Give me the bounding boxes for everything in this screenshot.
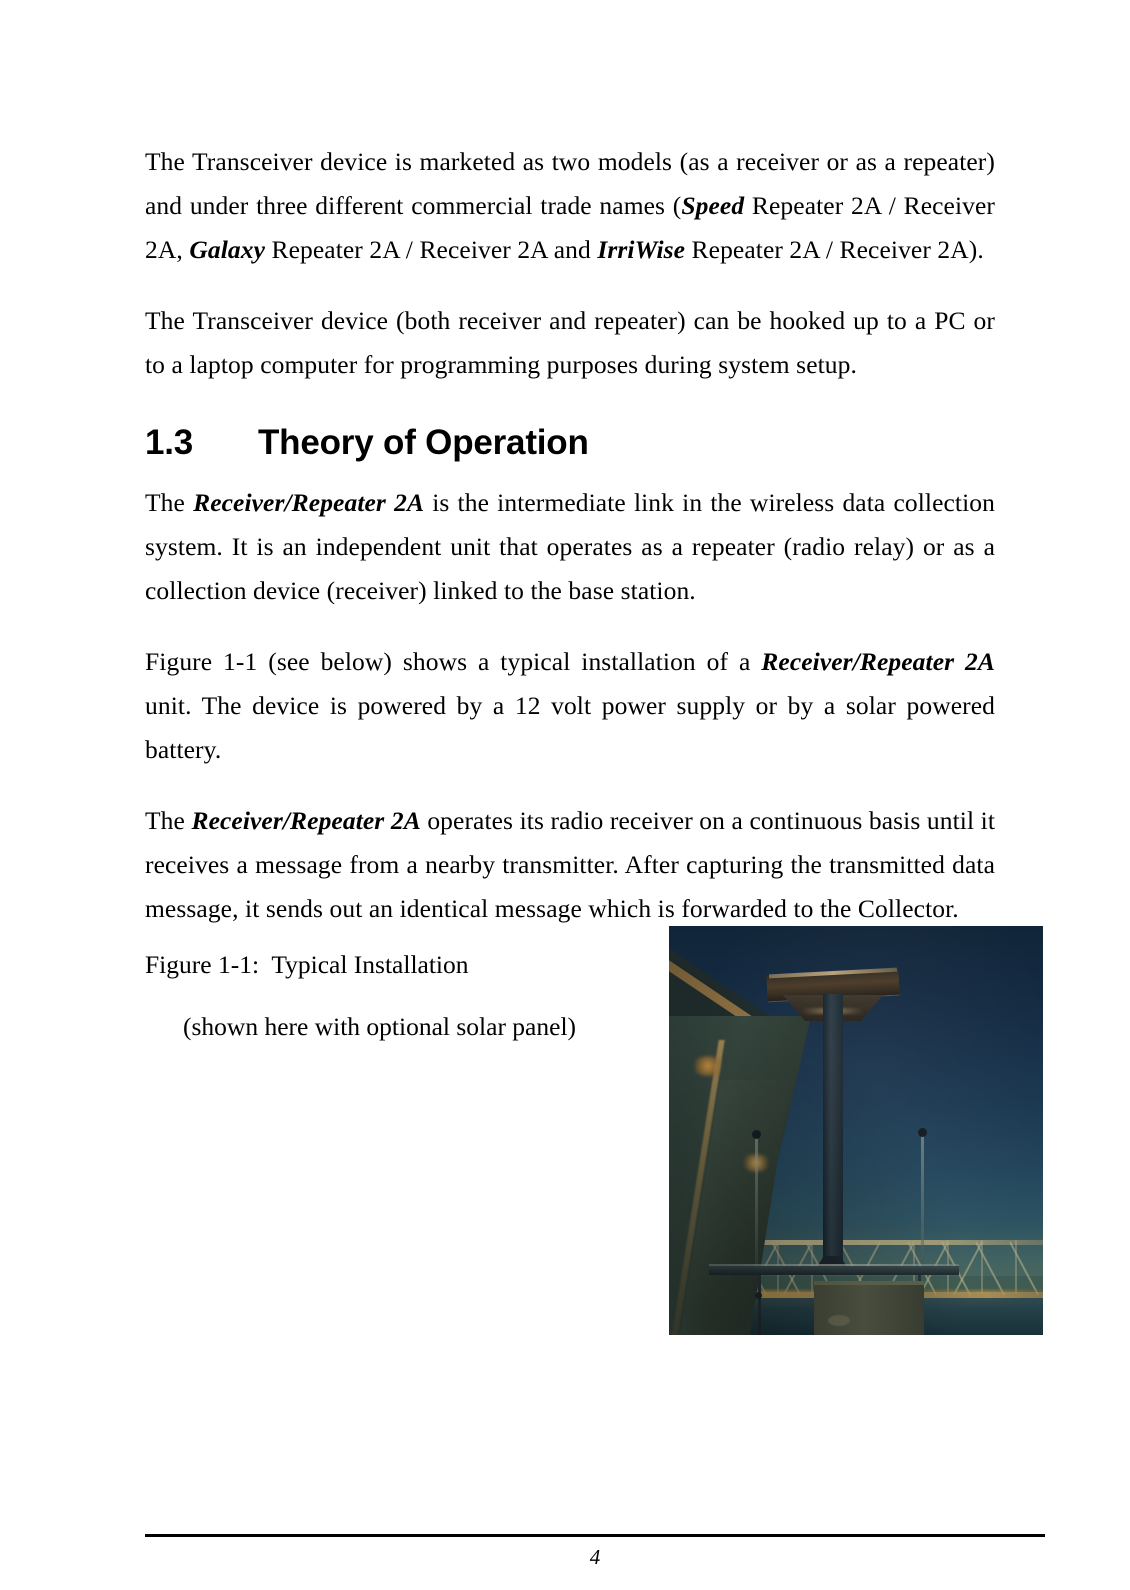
paragraph-3: [145, 481, 995, 613]
enclosure-latch: [828, 1315, 850, 1326]
paragraph-4: [145, 640, 995, 772]
text-run: is the intermediate link in the wireless data collection system. It is an independent unit that operates as a repeater (radio relay) or as a collection device (receiver) linked to the base station.: [145, 488, 996, 605]
truss-post: [1015, 1240, 1017, 1294]
paragraph-2: [145, 299, 995, 387]
figure-subcaption: (shown here with optional solar panel): [183, 1012, 577, 1041]
paragraph-1: [145, 140, 995, 272]
text-run: unit. The device is powered by a 12 volt power supply or by a solar powered battery.: [145, 691, 995, 764]
antenna-crossbar: [709, 1266, 959, 1275]
truss-post: [981, 1240, 983, 1294]
section-heading-block: [145, 414, 995, 463]
whip-antenna-left: [758, 1275, 761, 1335]
emphasis-speed: Speed: [681, 191, 745, 220]
building-light-glow: [691, 1056, 725, 1076]
text-run: Figure 1-1 (see below) shows a typical installation of a: [145, 647, 762, 676]
antenna-rod-right: [921, 1134, 924, 1268]
emphasis-receiver-repeater-2a: Receiver/Repeater 2A: [191, 806, 421, 835]
figure-caption-block: [145, 945, 645, 1047]
emphasis-receiver-repeater-2a: Receiver/Repeater 2A: [193, 488, 425, 517]
emphasis-galaxy: Galaxy: [189, 235, 265, 264]
text-run: Repeater 2A / Receiver 2A,: [145, 191, 995, 264]
text-run: operates its radio receiver on a continuous basis until it receives a message from a nearby transmitter. After capturing the transmitted data message, it sends out an identical message which is forwarded to the Collector.: [145, 806, 996, 923]
text-run: Repeater 2A / Receiver 2A).: [685, 235, 984, 264]
emphasis-irriwise: IrriWise: [597, 235, 686, 264]
figure-caption: Figure 1-1: Typical Installation: [145, 950, 469, 979]
paragraph-5: [145, 799, 995, 931]
equipment-enclosure-box: [814, 1281, 924, 1335]
section-heading: [145, 423, 995, 463]
whip-antenna-segment: [755, 1292, 762, 1299]
text-run: The Transceiver device is marketed as two models (as a receiver or as a repeater) and under three different commercial trade names (: [145, 147, 995, 220]
antenna-rod-left: [755, 1136, 758, 1268]
page-body: [145, 140, 995, 958]
text-run: The: [145, 806, 192, 835]
page-number: 4: [589, 1545, 601, 1569]
text-run: Repeater 2A / Receiver 2A and: [265, 235, 598, 264]
antenna-mast: [823, 994, 843, 1274]
text-run: The: [145, 488, 194, 517]
antenna-rod-tip-right: [918, 1128, 927, 1137]
enclosure-lid: [814, 1281, 924, 1285]
section-title: Theory of Operation: [258, 423, 589, 462]
text-run: The Transceiver device (both receiver and repeater) can be hooked up to a PC or to a laptop computer for programming purposes during system setup.: [145, 306, 995, 379]
footer-divider: [145, 1534, 1045, 1537]
emphasis-receiver-repeater-2a: Receiver/Repeater 2A: [761, 647, 995, 676]
figure-photo-typical-installation: [669, 926, 1043, 1335]
antenna-rod-tip-left: [752, 1130, 761, 1139]
section-number: 1.3: [145, 423, 194, 462]
